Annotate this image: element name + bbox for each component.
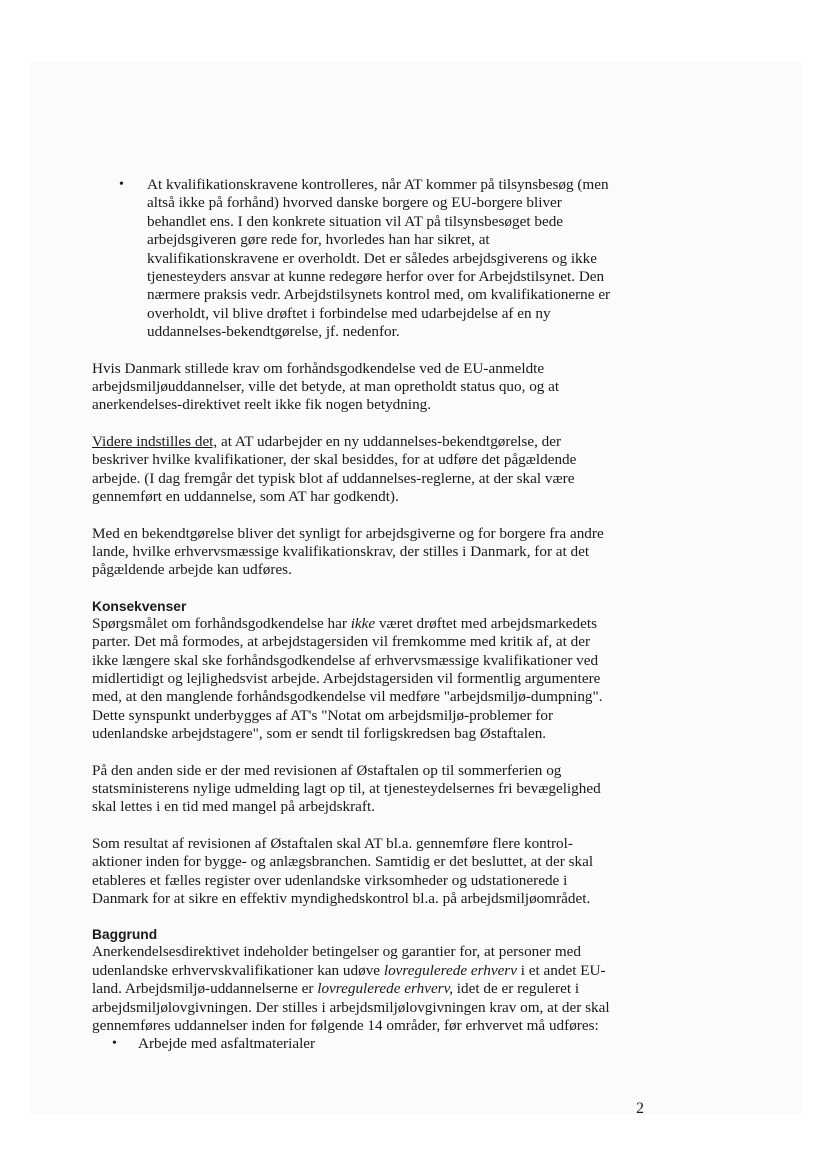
list-item-text: Arbejde med asfaltmaterialer: [138, 1035, 316, 1053]
text-run: været drøftet med arbejdsmarkedets parter. Det må formodes, at arbejdstagersiden vil fremkomme med kritik af, at der ikke længere skal ske forhåndsgodkendelse af erhvervsmæssige kvalifikationer ved midlertidigt og lejlighedsvist arbejde. Arbejdstagersiden vil formentlig argumentere med, at den manglende forhåndsgodkendelse vil medføre "arbejdsmiljø-dumpning". Dette synspunkt underbygges af AT's "Notat om arbejdsmiljø-problemer for udenlandske arbejdstagere", som er sendt til forligskredsen bag Østaftalen.: [92, 614, 603, 743]
page-number: 2: [636, 1100, 644, 1117]
paragraph-consequences: [92, 615, 612, 744]
emphasis: lovregulerede erhverv: [383, 961, 517, 979]
emphasis: ikke: [350, 614, 376, 632]
underlined-lead: Videre indstilles det,: [92, 432, 218, 450]
paragraph-text: at AT udarbejder en ny uddannelses-bekendtgørelse, der beskriver hvilke kvalifikationer, der skal besiddes, for at udføre det pågældende arbejde. (I dag fremgår det typisk blot af uddannelses-reglerne, at der skal være gennemført en uddannelse, som AT har godkendt).: [92, 432, 577, 506]
document-body: [92, 176, 612, 1054]
section-heading-baggrund: Baggrund: [92, 927, 158, 943]
text-run: idet de er reguleret i arbejdsmiljølovgivningen. Der stilles i arbejdsmiljølovgivningen krav om, at der skal gennemføres uddannelser inden for følgende 14 områder, før erhvervet må udføres:: [92, 980, 610, 1035]
text-run: Anerkendelsesdirektivet indeholder betingelser og garantier for, at personer med udenlandske erhvervskvalifikationer kan udøve: [92, 943, 582, 979]
bullet-icon: •: [112, 1036, 117, 1052]
list-item: [119, 176, 612, 342]
paragraph-recommendation: [92, 433, 612, 507]
bullet-text: At kvalifikationskravene kontrolleres, når AT kommer på tilsynsbesøg (men altså ikke på forhånd) hvorved danske borgere og EU-borgere bliver behandlet ens. I den konkrete situation vil AT på tilsynsbesøget bede arbejdsgiveren gøre rede for, hvorledes han har sikret, at kvalifikationskravene er overholdt. Det er således arbejdsgiverens og ikke tjenesteyders ansvar at kunne redegøre herfor over for Arbejdstilsynet. Den nærmere praksis vedr. Arbejdstilsynets kontrol med, om kvalifikationerne er overholdt, vil blive drøftet i forbindelse med udarbejdelse af en ny uddannelses-bekendtgørelse, jf. nedenfor.: [147, 176, 611, 341]
section-heading-konsekvenser: Konsekvenser: [92, 598, 187, 614]
paragraph-visibility: Med en bekendtgørelse bliver det synligt for arbejdsgiverne og for borgere fra andre lande, hvilke erhvervsmæssige kvalifikationskrav, der stilles i Danmark, for at det pågældende arbejde kan udføres.: [92, 524, 604, 579]
paragraph-revision: Som resultat af revisionen af Østaftalen skal AT bl.a. gennemføre flere kontrol-aktioner inden for bygge- og anlægsbranchen. Samtidig er det besluttet, at der skal etableres et fælles register over udenlandske virksomheder og udstationerede i Danmark for at sikre en effektiv myndighedskontrol bl.a. på arbejdsmiljøområdet.: [92, 834, 594, 907]
paragraph-background: [92, 943, 612, 1035]
emphasis: lovregulerede erhverv,: [317, 980, 453, 998]
paragraph-status-quo: Hvis Danmark stillede krav om forhåndsgodkendelse ved de EU-anmeldte arbejdsmiljøuddannelser, ville det betyde, at man opretholdt status quo, og at anerkendelses-direktivet reelt ikke fik nogen betydning.: [92, 359, 560, 414]
paragraph-other-side: På den anden side er der med revisionen af Østaftalen op til sommerferien og statsministerens nylige udmelding lagt op til, at tjenesteydelsernes fri bevægelighed skal lettes i en tid med mangel på arbejdskraft.: [92, 761, 601, 816]
bullet-icon: •: [119, 177, 124, 192]
text-run: i et andet EU-land. Arbejdsmiljø-uddannelserne er: [92, 961, 606, 998]
list-item: [112, 1035, 612, 1053]
text-run: Spørgsmålet om forhåndsgodkendelse har: [92, 614, 351, 632]
